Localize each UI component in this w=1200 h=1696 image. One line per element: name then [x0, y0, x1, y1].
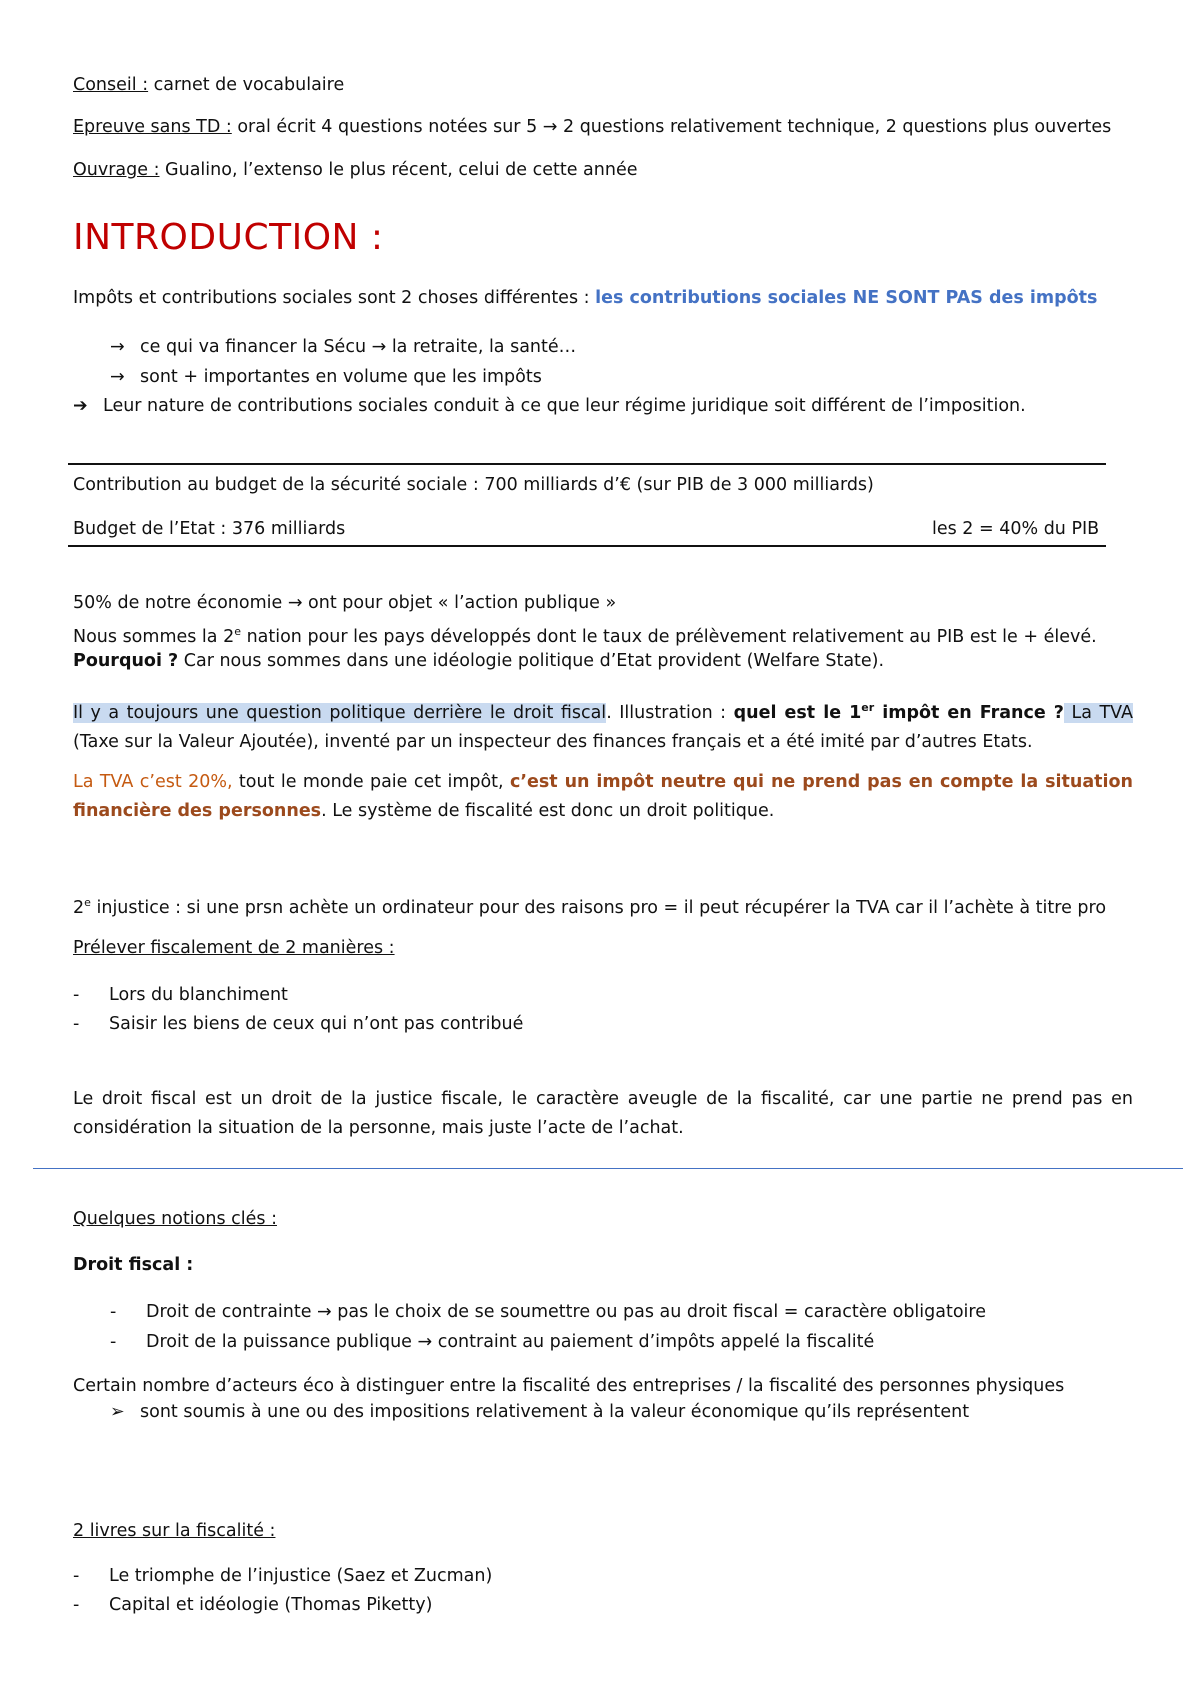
epreuve-label: Epreuve sans TD :: [73, 117, 232, 137]
acteurs-line: Certain nombre d’acteurs éco à distinguer entre la fiscalité des entreprises / la fiscalité des personnes physiques: [73, 1376, 1065, 1396]
introduction-heading: INTRODUCTION :: [73, 217, 384, 258]
para2-b1: quel est le 1: [733, 702, 862, 723]
ouvrage-label: Ouvrage :: [73, 160, 160, 180]
dash-bullet: -: [110, 1302, 117, 1322]
para3-t2: . Le système de fiscalité est donc un droit politique.: [321, 801, 775, 821]
dash-bullet: -: [110, 1332, 117, 1352]
list-item: [73, 984, 288, 1006]
para1-line-3: [73, 650, 884, 672]
arrow-icon: →: [110, 337, 125, 357]
notions-label: Quelques notions clés :: [73, 1209, 277, 1229]
blue-divider: [33, 1168, 1183, 1169]
list-item: [73, 1013, 523, 1035]
para3-bold-brown: c’est un impôt neutre qui ne prend pas en compte la situation financière des personnes: [73, 772, 1133, 821]
para2: [73, 693, 1133, 757]
injustice-sup: e: [84, 896, 91, 909]
bottom-rule: [68, 545, 1106, 547]
para2-b1b: impôt en France ?: [874, 702, 1064, 723]
intro-sub-1-text: ce qui va financer la Sécu → la retraite, la santé…: [140, 337, 577, 357]
intro-text: Impôts et contributions sociales sont 2 choses différentes :: [73, 288, 596, 308]
intro-sub-1: [110, 336, 576, 358]
conseil-line: [73, 74, 344, 96]
dash-bullet: -: [73, 985, 80, 1005]
para2-t2: (Taxe sur la Valeur Ajoutée), inventé par un inspecteur des finances français et a été imité par d’autres Etats.: [73, 731, 1033, 752]
ouvrage-line: [73, 159, 637, 181]
list-item-text: Lors du blanchiment: [109, 985, 288, 1005]
para2-t1: . Illustration :: [606, 702, 734, 723]
para3: [73, 768, 1133, 826]
top-rule: [68, 463, 1106, 465]
list-item-text: Droit de contrainte → pas le choix de se soumettre ou pas au droit fiscal = caractère obligatoire: [146, 1302, 986, 1322]
dash-bullet: -: [73, 1566, 80, 1586]
intro-line: [73, 287, 1097, 309]
epreuve-text: oral écrit 4 questions notées sur 5 → 2 questions relativement technique, 2 questions plus ouvertes: [231, 117, 1112, 137]
soumis-line: [110, 1401, 969, 1423]
para2-highlight-1: Il y a toujours une question politique derrière le droit fiscal: [73, 702, 607, 723]
list-item: [110, 1301, 986, 1323]
livres-label: 2 livres sur la fiscalité :: [73, 1521, 276, 1541]
intro-sub-2: [110, 366, 542, 388]
pourquoi-label: Pourquoi ?: [73, 651, 179, 671]
conseil-text: carnet de vocabulaire: [148, 75, 345, 95]
para1-line-1: 50% de notre économie → ont pour objet « l’action publique »: [73, 593, 617, 613]
injustice-num: 2: [73, 897, 85, 918]
droit-fiscal-label: Droit fiscal :: [73, 1255, 194, 1275]
budget-pib: les 2 = 40% du PIB: [932, 519, 1100, 539]
intro-sub-2-text: sont + importantes en volume que les impôts: [140, 367, 542, 387]
list-item: [110, 1331, 874, 1353]
list-item-text: Le triomphe de l’injustice (Saez et Zucman): [109, 1566, 493, 1586]
ouvrage-text: Gualino, l’extenso le plus récent, celui de cette année: [159, 160, 638, 180]
injustice-text: injustice : si une prsn achète un ordinateur pour des raisons pro = il peut récupérer la TVA car il l’achète à titre pro: [90, 897, 1107, 918]
list-item-text: Saisir les biens de ceux qui n’ont pas contribué: [109, 1014, 524, 1034]
para3-orange: La TVA c’est 20%,: [73, 772, 233, 792]
list-item-text: Droit de la puissance publique → contraint au paiement d’impôts appelé la fiscalité: [146, 1332, 875, 1352]
dash-bullet: -: [73, 1014, 80, 1034]
budget-etat: Budget de l’Etat : 376 milliards: [73, 519, 346, 539]
chevron-icon: ➢: [110, 1402, 125, 1422]
arrow-icon: →: [110, 367, 125, 387]
intro-sub-3: [73, 395, 1026, 417]
para2-highlight-2: La TVA: [1063, 702, 1133, 723]
intro-blue-text: les contributions sociales NE SONT PAS des impôts: [595, 288, 1098, 308]
para1-l2b: nation pour les pays développés dont le taux de prélèvement relativement au PIB est le + élevé.: [241, 626, 1097, 647]
intro-sub-3-text: Leur nature de contributions sociales conduit à ce que leur régime juridique soit différent de l’imposition.: [103, 396, 1026, 416]
para4: Le droit fiscal est un droit de la justice fiscale, le caractère aveugle de la fiscalité, car une partie ne prend pas en considération la situation de la personne, mais juste l’acte de l’achat.: [73, 1089, 1133, 1138]
list-item: [73, 1565, 492, 1587]
injustice-line: [73, 892, 1106, 919]
para1-sup: e: [234, 625, 241, 638]
budget-line-1: Contribution au budget de la sécurité sociale : 700 milliards d’€ (sur PIB de 3 000 milliards): [73, 475, 874, 495]
conseil-label: Conseil :: [73, 75, 149, 95]
para1-l2a: Nous sommes la 2: [73, 626, 235, 647]
budget-line-2: [73, 518, 345, 540]
bold-arrow-icon: ➔: [73, 396, 88, 416]
epreuve-line: [73, 116, 1111, 138]
list-item: [73, 1594, 432, 1616]
para1-line-2: [73, 621, 1097, 648]
para2-sup: er: [861, 701, 875, 714]
dash-bullet: -: [73, 1595, 80, 1615]
para1-l3: Car nous sommes dans une idéologie politique d’Etat provident (Welfare State).: [178, 651, 885, 671]
para3-t1: tout le monde paie cet impôt,: [232, 772, 510, 792]
prelever-label: Prélever fiscalement de 2 manières :: [73, 938, 395, 958]
soumis-text: sont soumis à une ou des impositions relativement à la valeur économique qu’ils représentent: [140, 1402, 970, 1422]
list-item-text: Capital et idéologie (Thomas Piketty): [109, 1595, 433, 1615]
